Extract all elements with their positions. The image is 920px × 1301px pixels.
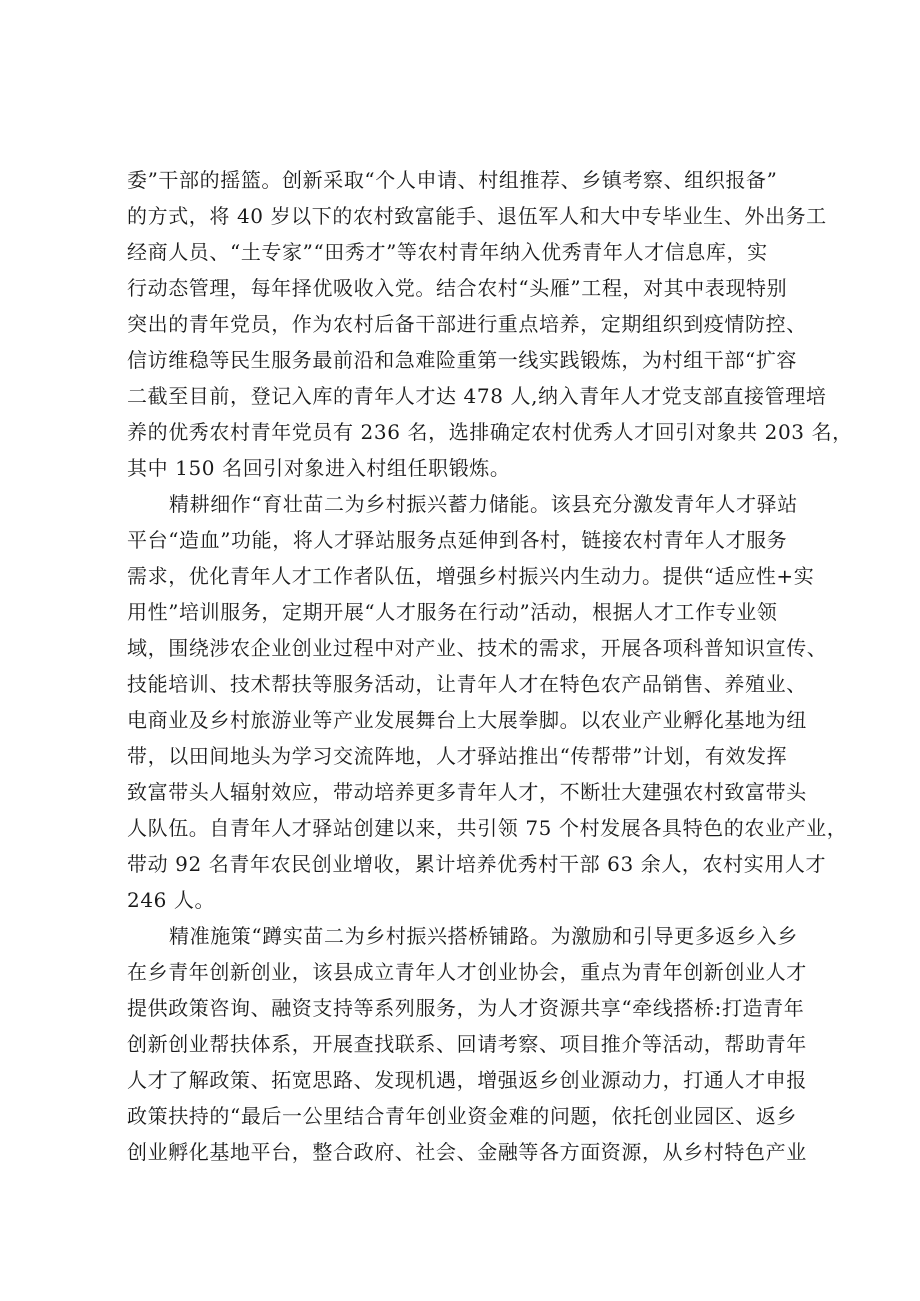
text-line: 养的优秀农村青年党员有 236 名，选排确定农村优秀人才回引对象共 203 名， — [127, 420, 853, 444]
text-line: 其中 150 名回引对象进入村组任职锻炼。 — [127, 456, 511, 480]
document-page — [127, 162, 853, 1170]
text-line: 246 人。 — [127, 888, 216, 912]
text-line: 二截至目前，登记入库的青年人才达 478 人,纳入青年人才党支部直接管理培 — [127, 384, 827, 408]
text-line: 人队伍。自青年人才驿站创建以来，共引领 75 个村发展各具特色的农业产业， — [127, 816, 848, 840]
text-line: 突出的青年党员，作为农村后备干部进行重点培养，定期组织到疫情防控、 — [127, 312, 807, 336]
paragraph-1 — [127, 162, 853, 486]
paragraph-2 — [127, 486, 848, 918]
text-line: 信访维稳等民生服务最前沿和急难险重第一线实践锻炼，为村组干部“扩容 — [127, 348, 798, 372]
text-line: 创新创业帮扶体系，开展查找联系、回请考察、项目推介等活动，帮助青年 — [127, 1032, 807, 1056]
text-line: 提供政策咨询、融资支持等系列服务，为人才资源共享“牵线搭桥:打造青年 — [127, 996, 805, 1020]
text-line: 带动 92 名青年农民创业增收，累计培养优秀村干部 63 余人，农村实用人才 — [127, 852, 827, 876]
text-line: 委”干部的摇篮。创新采取“个人申请、村组推荐、乡镇考察、组织报备” — [127, 168, 778, 192]
text-line: 域，围绕涉农企业创业过程中对产业、技术的需求，开展各项科普知识宣传、 — [127, 636, 828, 660]
text-line: 的方式，将 40 岁以下的农村致富能手、退伍军人和大中专毕业生、外出务工 — [127, 204, 827, 228]
text-line: 精耕细作“育壮苗二为乡村振兴蓄力储能。该县充分激发青年人才驿站 — [169, 492, 798, 516]
text-line: 平台“造血”功能，将人才驿站服务点延伸到各村，链接农村青年人才服务 — [127, 528, 788, 552]
text-line: 创业孵化基地平台，整合政府、社会、金融等各方面资源，从乡村特色产业 — [127, 1140, 807, 1164]
text-line: 需求，优化青年人才工作者队伍，增强乡村振兴内生动力。提供“适应性+实 — [127, 564, 815, 588]
text-line: 人才了解政策、拓宽思路、发现机遇，增强返乡创业源动力，打通人才申报 — [127, 1068, 807, 1092]
text-line: 电商业及乡村旅游业等产业发展舞台上大展拳脚。以农业产业孵化基地为纽 — [127, 708, 807, 732]
text-line: 用性”培训服务，定期开展“人才服务在行动”活动，根据人才工作专业领 — [127, 600, 778, 624]
text-line: 技能培训、技术帮扶等服务活动，让青年人才在特色农产品销售、养殖业、 — [127, 672, 807, 696]
text-line: 精准施策“蹲实苗二为乡村振兴搭桥铺路。为激励和引导更多返乡入乡 — [169, 924, 798, 948]
text-line: 行动态管理，每年择优吸收入党。结合农村“头雁”工程，对其中表现特别 — [127, 276, 788, 300]
text-line: 政策扶持的“最后一公里结合青年创业资金难的问题，依托创业园区、返乡 — [127, 1104, 798, 1128]
paragraph-3 — [127, 918, 817, 1170]
text-line: 致富带头人辐射效应，带动培养更多青年人才，不断壮大建强农村致富带头 — [127, 780, 807, 804]
text-line: 在乡青年创新创业，该县成立青年人才创业协会，重点为青年创新创业人才 — [127, 960, 807, 984]
text-line: 经商人员、“土专家”“田秀才”等农村青年纳入优秀青年人才信息库，实 — [127, 240, 768, 264]
text-line: 带，以田间地头为学习交流阵地，人才驿站推出“传帮带”计划，有效发挥 — [127, 744, 788, 768]
